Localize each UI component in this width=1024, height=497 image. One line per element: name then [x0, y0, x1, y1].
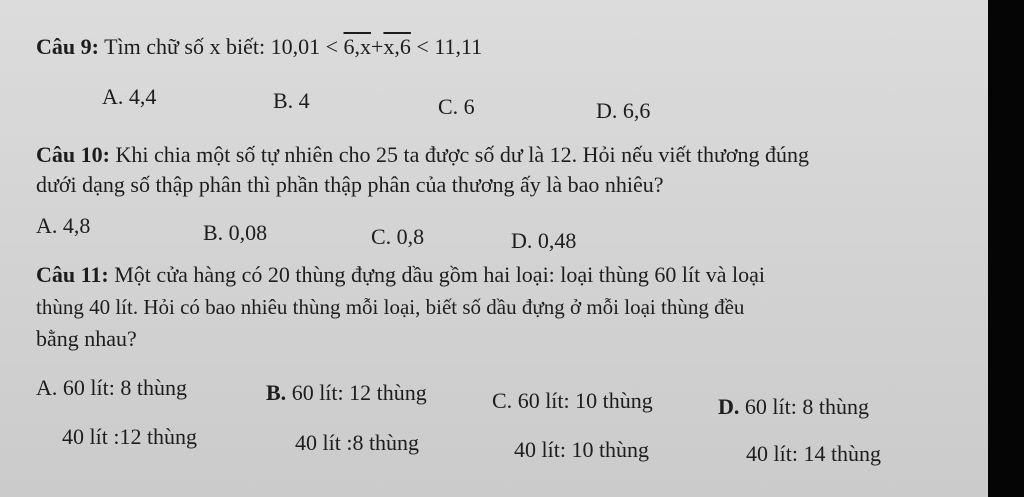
question-10-option-c: C. 0,8	[371, 224, 425, 249]
question-9-option-b: B. 4	[273, 88, 310, 113]
question-10-line-2: dưới dạng số thập phân thì phần thập phân của thương ấy là bao nhiêu?	[36, 172, 664, 197]
question-11-line-2: thùng 40 lít. Hỏi có bao nhiêu thùng mỗi loại, biết số dầu đựng ở mỗi loại thùng đều	[36, 295, 745, 319]
question-9-option-c: C. 6	[438, 94, 475, 119]
question-11-line-3: bằng nhau?	[36, 326, 137, 351]
question-9-term-2: x,6	[383, 34, 411, 59]
question-11-option-a-line-2: 40 lít :12 thùng	[62, 424, 198, 449]
question-10-text-1: Khi chia một số tự nhiên cho 25 ta được số dư là 12. Hỏi nếu viết thương đúng	[115, 142, 810, 167]
question-10-option-d: D. 0,48	[511, 228, 577, 253]
question-10-number: Câu 10:	[36, 142, 110, 167]
option-b-line-1: 60 lít: 12 thùng	[286, 380, 427, 405]
question-11-number: Câu 11:	[36, 262, 109, 287]
option-d-line-1: 60 lít: 8 thùng	[739, 394, 869, 419]
question-9-text-end: < 11,11	[410, 34, 483, 59]
question-10-option-a: A. 4,8	[36, 213, 91, 238]
question-10-option-b: B. 0,08	[203, 220, 268, 245]
question-11-option-d	[718, 394, 869, 420]
question-11-option-d-line-2: 40 lít: 14 thùng	[746, 441, 882, 466]
option-a-label: A.	[36, 375, 58, 400]
question-11-option-a	[36, 375, 187, 401]
question-10-line-1	[36, 142, 809, 168]
question-9-term-1: 6,x	[343, 34, 371, 59]
question-9-number: Câu 9:	[36, 34, 99, 59]
question-11-option-c	[492, 388, 653, 414]
option-b-label: B.	[266, 380, 287, 405]
question-9	[36, 34, 482, 60]
question-9-option-a: A. 4,4	[102, 84, 157, 109]
question-11-text-1: Một cửa hàng có 20 thùng đựng dầu gồm hai loại: loại thùng 60 lít và loại	[114, 262, 765, 287]
option-c-line-1: 60 lít: 10 thùng	[512, 388, 653, 413]
question-9-option-d: D. 6,6	[596, 98, 651, 123]
question-9-plus: +	[370, 34, 384, 59]
option-d-label: D.	[718, 394, 740, 419]
option-c-label: C.	[492, 388, 513, 413]
question-11-option-c-line-2: 40 lít: 10 thùng	[514, 437, 650, 462]
option-a-line-1: 60 lít: 8 thùng	[57, 375, 187, 400]
question-11-option-b	[266, 380, 427, 406]
question-9-text: Tìm chữ số x biết: 10,01 <	[104, 34, 344, 59]
question-11-line-1	[36, 262, 765, 288]
question-11-option-b-line-2: 40 lít :8 thùng	[295, 430, 420, 455]
